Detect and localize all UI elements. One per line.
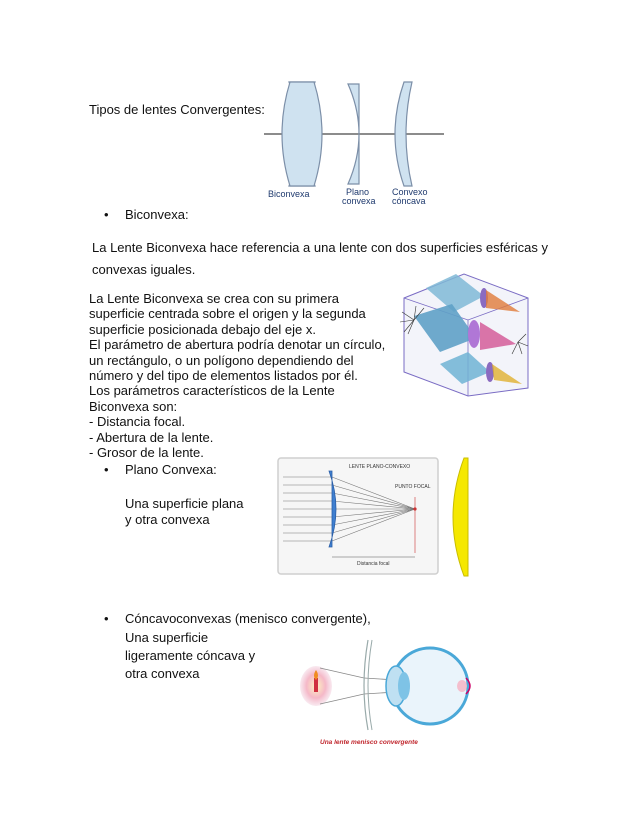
- meniscus-eye-diagram: [290, 634, 490, 748]
- details-line: Biconvexa son:: [89, 398, 178, 414]
- details-line: La Lente Biconvexa se crea con su primera: [89, 291, 340, 306]
- label-plano: Plano: [346, 187, 370, 197]
- candle: [314, 678, 318, 692]
- description-line: ligeramente cóncava y: [125, 648, 256, 663]
- plano-convexa-title: Plano Convexa:: [125, 462, 217, 477]
- section-heading: Tipos de lentes Convergentes:: [89, 102, 265, 117]
- bullet-icon: •: [104, 611, 109, 626]
- meniscus-lens-shape: [364, 640, 368, 730]
- description-line: convexas iguales.: [92, 262, 196, 277]
- yellow-lens-figure: [440, 456, 470, 578]
- lens-types-figure: [262, 78, 447, 208]
- description-line: Una superficie plana: [125, 496, 244, 511]
- label-convexa: convexa: [342, 196, 376, 206]
- biconvexa-details: [89, 291, 385, 460]
- details-line: un rectángulo, o un polígono dependiendo del: [89, 352, 354, 368]
- details-line: El parámetro de abertura podría denotar un círculo,: [89, 337, 386, 353]
- plano-convexa-description: [125, 496, 244, 528]
- focal-point-label: PUNTO FOCAL: [395, 484, 431, 490]
- planoconvex-diagram: [277, 457, 439, 575]
- lens-title-label: LENTE PLANO-CONVEXO: [349, 464, 411, 470]
- biconvexa-title: Biconvexa:: [125, 207, 189, 222]
- details-line: - Abertura de la lente.: [89, 429, 214, 445]
- details-line: número y del tipo de elementos listados por él.: [89, 368, 358, 384]
- concavoconvexa-description: [125, 629, 255, 683]
- concavoconvexa-title: Cóncavoconvexas (menisco convergente),: [125, 611, 371, 626]
- details-line: superficie centrada sobre el origen y la segunda: [89, 306, 366, 322]
- biconvex-lens-shape: [282, 82, 322, 186]
- bullet-icon: •: [104, 207, 109, 222]
- description-line: otra convexa: [125, 666, 200, 681]
- meniscus-caption: Una lente menisco convergente: [320, 739, 418, 746]
- details-line: superficie posicionada debajo del eje x.: [89, 321, 316, 337]
- description-line: La Lente Biconvexa hace referencia a una lente con dos superficies esféricas y: [92, 240, 548, 255]
- lens-simulation-figure: [394, 268, 532, 398]
- label-concava: cóncava: [392, 196, 426, 206]
- details-line: - Distancia focal.: [89, 414, 186, 430]
- label-convexo: Convexo: [392, 187, 428, 197]
- bullet-icon: •: [104, 462, 109, 477]
- details-line: - Grosor de la lente.: [89, 445, 204, 461]
- label-biconvexa: Biconvexa: [268, 189, 310, 199]
- details-line: Los parámetros característicos de la Lente: [89, 383, 335, 399]
- focal-distance-label: Distancia focal: [357, 561, 390, 567]
- description-line: Una superficie: [125, 630, 209, 645]
- description-line: y otra convexa: [125, 512, 210, 527]
